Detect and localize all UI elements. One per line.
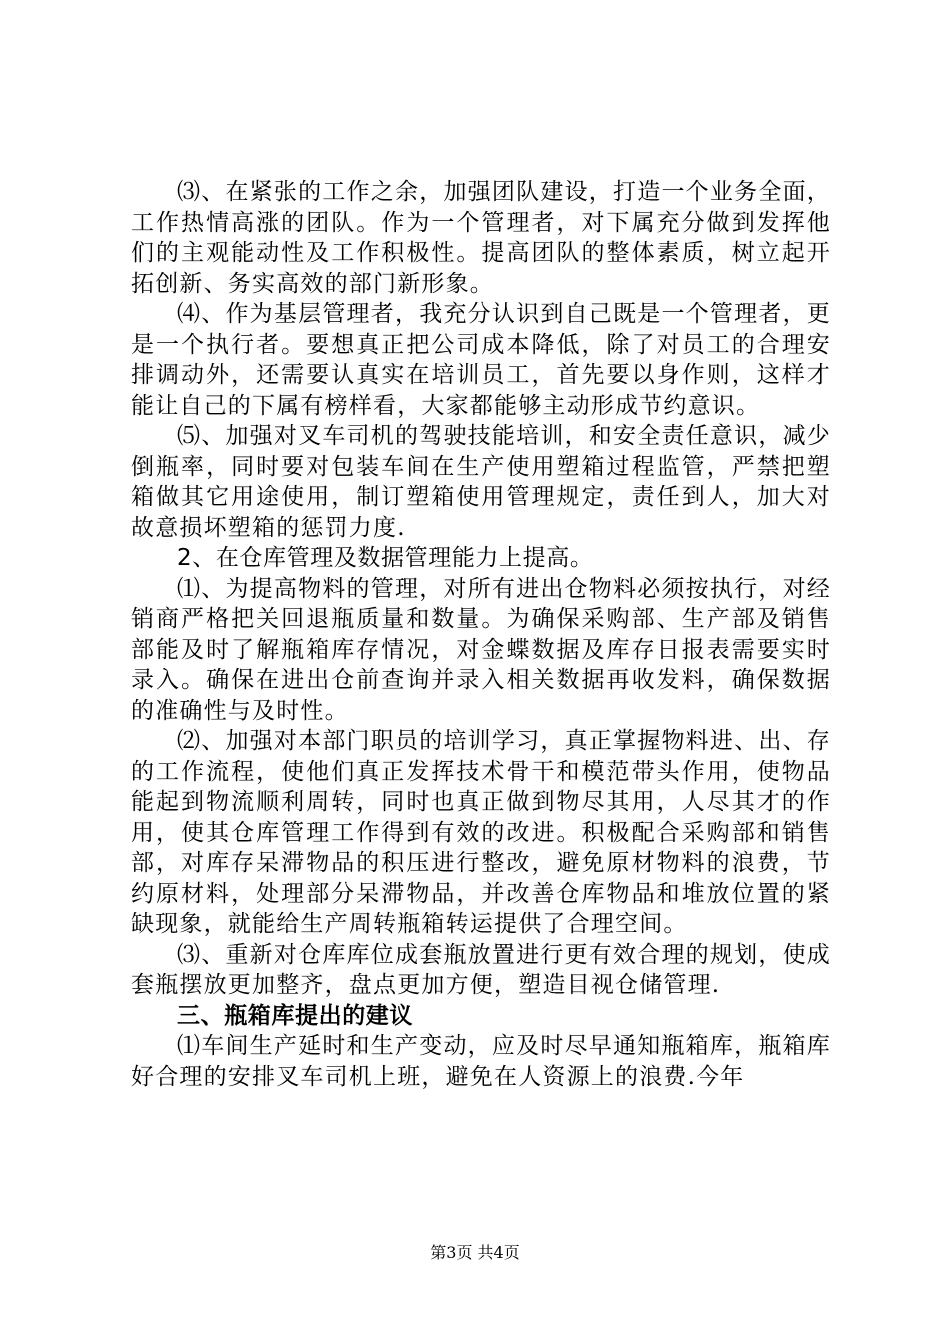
paragraph-warehouse-3: ⑶、重新对仓库库位成套瓶放置进行更有效合理的规划，使成套瓶摆放更加整齐，盘点更加方便，塑造目视仓储管理.: [131, 941, 831, 998]
page-footer: 第3页 共4页: [430, 1243, 520, 1262]
paragraph-warehouse-1: ⑴、为提高物料的管理，对所有进出仓物料必须按执行，对经销商严格把关回退瓶质量和数量。为确保采购部、生产部及销售部能及时了解瓶箱库存情况，对金蝶数据及库存日报表需要实时录入。确保在进出仓前查询并录入相关数据再收发料，确保数据的准确性与及时性。: [131, 575, 831, 724]
section-heading-warehouse: 2、在仓库管理及数据管理能力上提高。: [177, 545, 594, 571]
paragraph-4: ⑷、作为基层管理者，我充分认识到自己既是一个管理者，更是一个执行者。要想真正把公司成本降低，除了对员工的合理安排调动外，还需要认真实在培训员工，首先要以身作则，这样才能让自己的下属有榜样看，大家都能够主动形成节约意识。: [131, 301, 831, 419]
section-heading-suggestions: 三、瓶箱库提出的建议: [177, 1001, 413, 1029]
paragraph-warehouse-2: ⑵、加强对本部门职员的培训学习，真正掌握物料进、出、存的工作流程，使他们真正发挥技术骨干和模范带头作用，使物品能起到物流顺利周转，同时也真正做到物尽其用，人尽其才的作用，使其仓库管理工作得到有效的改进。积极配合采购部和销售部，对库存呆滞物品的积压进行整改，避免原材物料的浪费，节约原材料，处理部分呆滞物品，并改善仓库物品和堆放位置的紧缺现象，就能给生产周转瓶箱转运提供了合理空间。: [131, 728, 831, 937]
paragraph-suggestion-1: ⑴车间生产延时和生产变动，应及时尽早通知瓶箱库，瓶箱库好合理的安排叉车司机上班，避免在人资源上的浪费.今年: [131, 1033, 831, 1090]
document-body: [131, 177, 831, 1092]
paragraph-5: ⑸、加强对叉车司机的驾驶技能培训，和安全责任意识，减少倒瓶率，同时要对包装车间在生产使用塑箱过程监管，严禁把塑箱做其它用途使用，制订塑箱使用管理规定，责任到人，加大对故意损坏塑箱的惩罚力度.: [131, 423, 831, 541]
paragraph-3: ⑶、在紧张的工作之余，加强团队建设，打造一个业务全面，工作热情高涨的团队。作为一个管理者，对下属充分做到发挥他们的主观能动性及工作积极性。提高团队的整体素质，树立起开拓创新、务实高效的部门新形象。: [131, 179, 831, 297]
